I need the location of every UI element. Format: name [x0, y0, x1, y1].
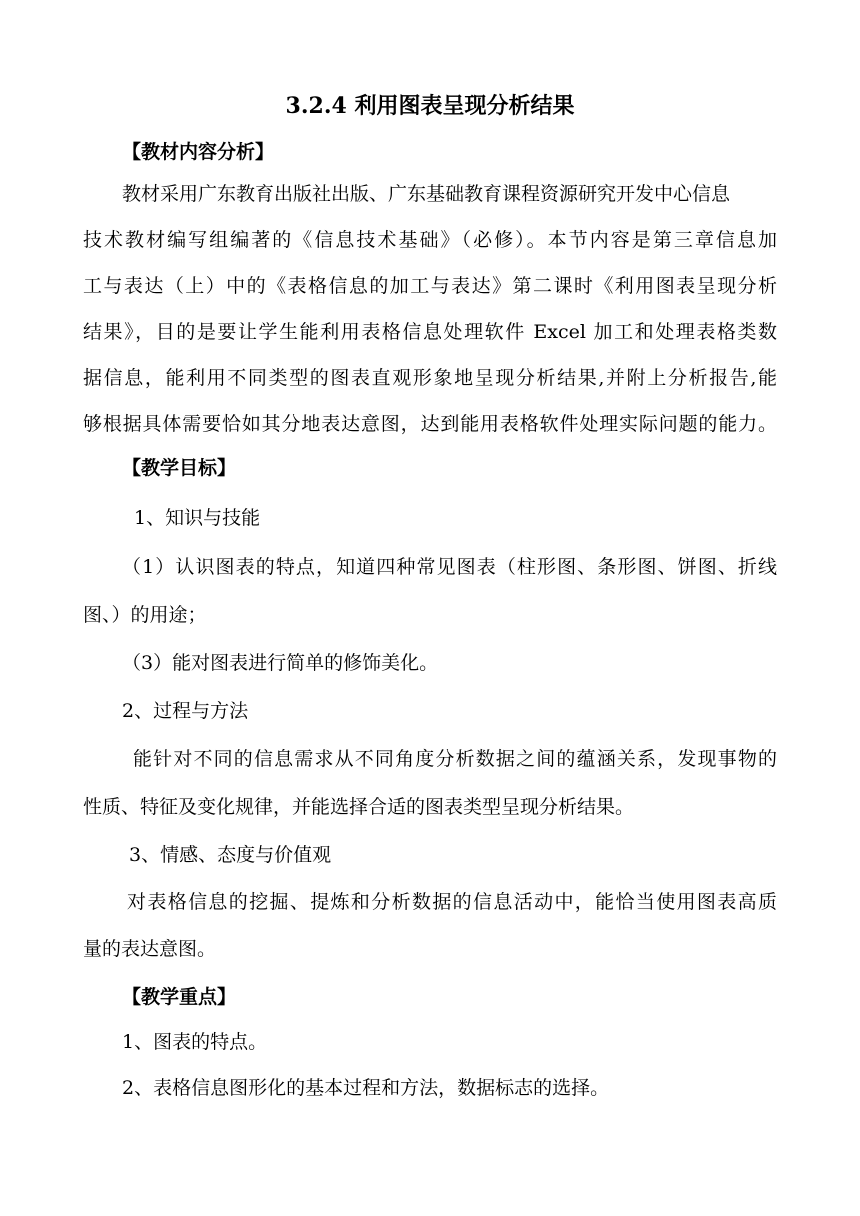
analysis-paragraph-line: 够根据具体需要恰如其分地表达意图，达到能用表格软件处理实际问题的能力。 — [83, 413, 777, 435]
goals-emotion-line: 对表格信息的挖掘、提炼和分析数据的信息活动中，能恰当使用图表高质 — [127, 891, 777, 913]
goals-knowledge-item-1-cont: 图、）的用途； — [83, 604, 207, 626]
page-title: 3.2.4 利用图表呈现分析结果 — [285, 93, 575, 119]
goals-emotion-line: 量的表达意图。 — [83, 938, 217, 960]
section-heading-key-points: 【教学重点】 — [122, 986, 237, 1008]
goals-subtitle-process: 2、过程与方法 — [122, 700, 249, 722]
analysis-paragraph-line: 教材采用广东教育出版社出版、广东基础教育课程资源研究开发中心信息 — [122, 183, 731, 205]
analysis-paragraph-line: 据信息，能利用不同类型的图表直观形象地呈现分析结果,并附上分析报告,能 — [83, 367, 777, 389]
section-heading-goals: 【教学目标】 — [122, 457, 237, 479]
goals-process-line: 能针对不同的信息需求从不同角度分析数据之间的蕴涵关系，发现事物的 — [133, 748, 777, 770]
analysis-paragraph-line: 工与表达（上）中的《表格信息的加工与表达》第二课时《利用图表呈现分析 — [83, 275, 777, 297]
goals-knowledge-item-3: （3）能对图表进行简单的修饰美化。 — [122, 652, 439, 674]
key-points-item-2: 2、表格信息图形化的基本过程和方法，数据标志的选择。 — [122, 1077, 610, 1099]
goals-process-line: 性质、特征及变化规律，并能选择合适的图表类型呈现分析结果。 — [83, 796, 635, 818]
goals-subtitle-emotion: 3、情感、态度与价值观 — [129, 844, 332, 866]
analysis-paragraph-line: 技术教材编写组编著的《信息技术基础》（必修）。本节内容是第三章信息加 — [83, 229, 777, 251]
goals-knowledge-item-1: （1）认识图表的特点，知道四种常见图表（柱形图、条形图、饼图、折线 — [122, 556, 777, 578]
section-heading-analysis: 【教材内容分析】 — [122, 141, 275, 163]
analysis-paragraph-line: 结果》，目的是要让学生能利用表格信息处理软件 Excel 加工和处理表格类数 — [83, 321, 777, 343]
goals-subtitle-knowledge: 1、知识与技能 — [134, 507, 261, 529]
key-points-item-1: 1、图表的特点。 — [122, 1031, 268, 1053]
